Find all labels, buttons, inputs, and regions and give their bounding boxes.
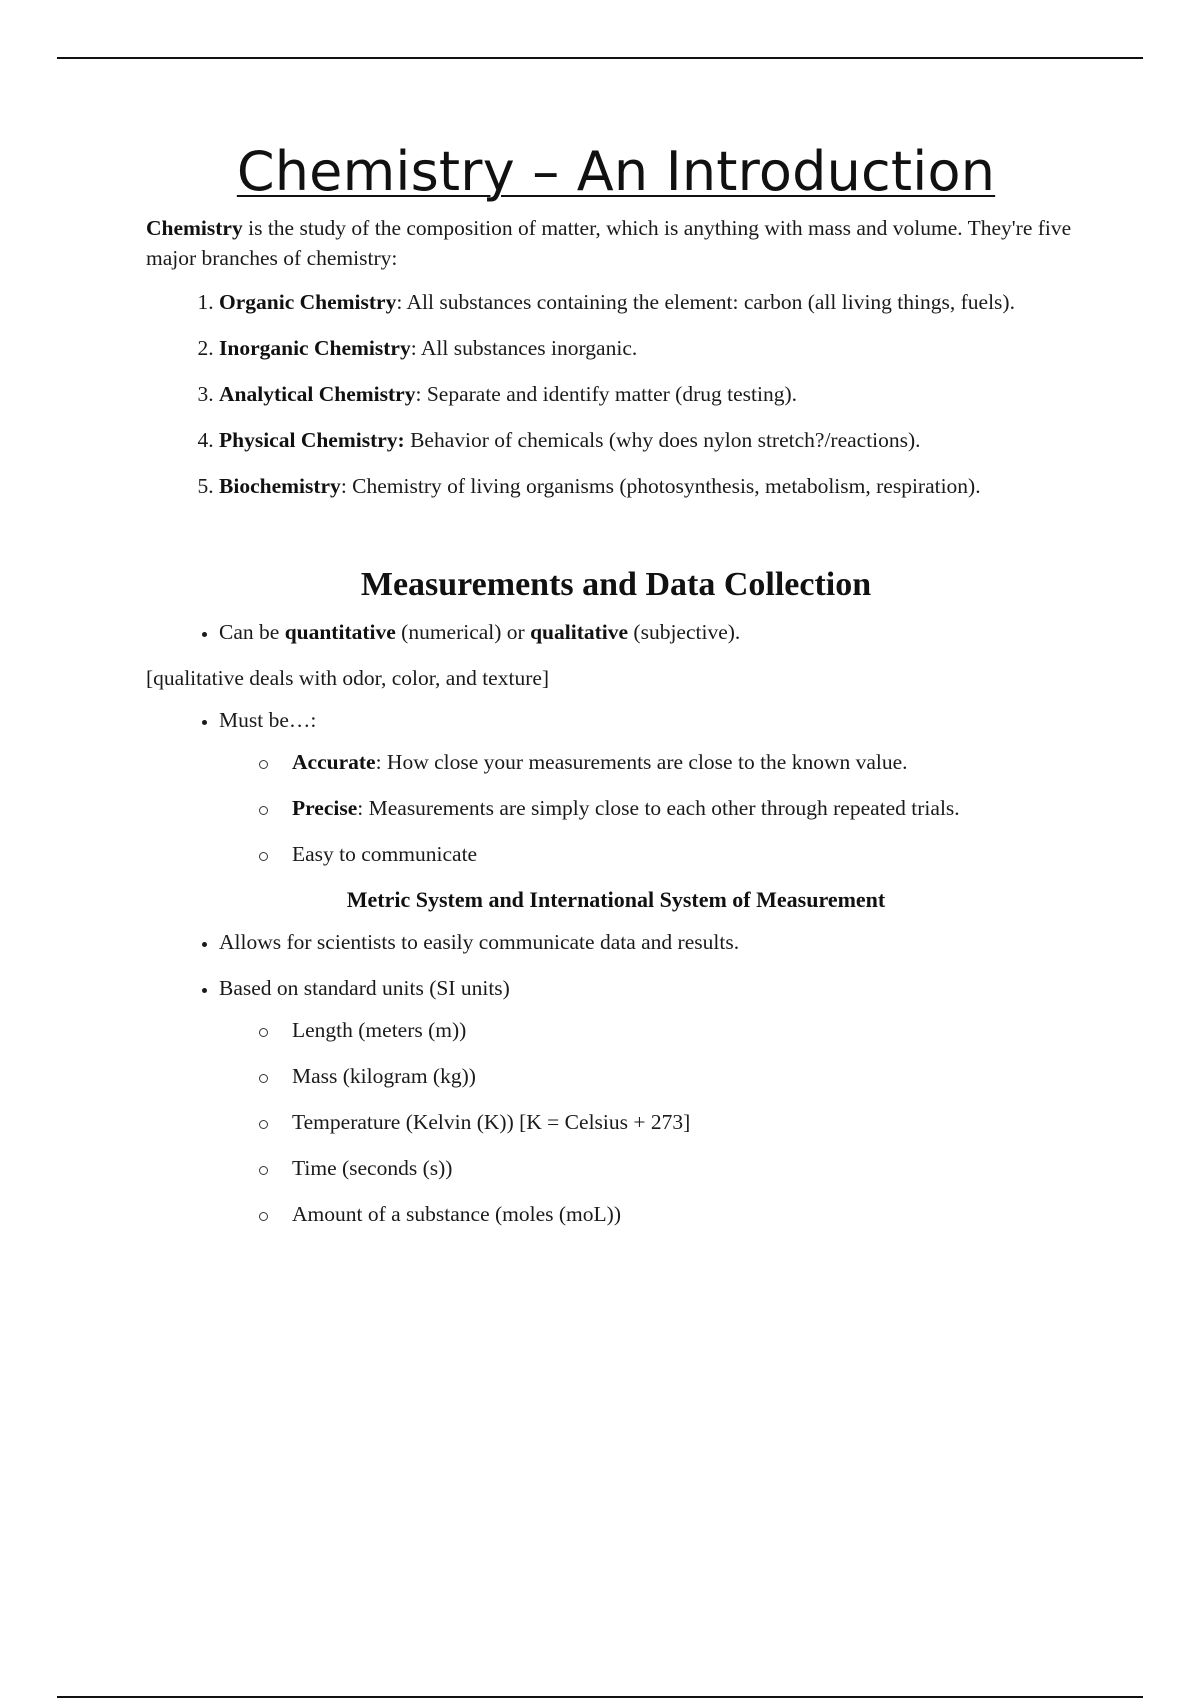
list-item: Time (seconds (s)) — [292, 1153, 1086, 1183]
measurements-list-1 — [146, 617, 1086, 647]
branch-term: Analytical Chemistry — [219, 381, 416, 406]
list-item: • Allows for scientists to easily communicate data and results. — [219, 927, 1086, 957]
list-item: Precise: Measurements are simply close to each other through repeated trials. — [292, 793, 1086, 823]
branch-term: Organic Chemistry — [219, 289, 397, 314]
branch-text: All substances inorganic. — [416, 335, 638, 360]
metric-heading: Metric System and International System of Measurement — [346, 886, 886, 912]
qualitative-note: [qualitative deals with odor, color, and texture] — [146, 665, 550, 690]
list-item: Temperature (Kelvin (K)) [K = Celsius + 273] — [292, 1107, 1086, 1137]
list-item: Amount of a substance (moles (moL)) — [292, 1199, 1086, 1229]
document-body — [146, 140, 1086, 1245]
must-be-sublist — [146, 747, 1086, 869]
list-item: 5. Biochemistry: Chemistry of living organisms (photosynthesis, metabolism, respiration). — [219, 471, 1086, 501]
branch-term: Biochemistry — [219, 473, 341, 498]
list-item: Easy to communicate — [292, 839, 1086, 869]
branch-text: Chemistry of living organisms (photosynthesis, metabolism, respiration). — [346, 473, 981, 498]
branch-term: Inorganic Chemistry — [219, 335, 411, 360]
page-title: Chemistry – An Introduction — [236, 140, 996, 203]
list-item: Mass (kilogram (kg)) — [292, 1061, 1086, 1091]
intro-term: Chemistry — [146, 215, 243, 240]
quantitative-term: quantitative — [284, 619, 396, 644]
measurements-list-2 — [146, 705, 1086, 869]
list-item — [219, 973, 1086, 1229]
precise-term: Precise — [292, 795, 358, 820]
branch-term: Physical Chemistry: — [219, 427, 405, 452]
list-item: • Can be quantitative (numerical) or qualitative (subjective). — [219, 617, 1086, 647]
list-item — [219, 705, 1086, 869]
intro-paragraph — [146, 213, 1086, 273]
must-be-label: Must be…: — [219, 707, 317, 732]
bottom-rule — [57, 1696, 1143, 1698]
branch-text: Behavior of chemicals (why does nylon stretch?/reactions). — [404, 427, 921, 452]
accurate-term: Accurate — [292, 749, 376, 774]
list-item: Accurate: How close your measurements are close to the known value. — [292, 747, 1086, 777]
si-units-label: Based on standard units (SI units) — [219, 975, 510, 1000]
list-item: 2. Inorganic Chemistry: All substances inorganic. — [219, 333, 1086, 363]
intro-text: is the study of the composition of matter, which is anything with mass and volume. They're five major branches of chemistry: — [146, 215, 1072, 270]
branch-text: All substances containing the element: carbon (all living things, fuels). — [402, 289, 1015, 314]
branches-list — [146, 287, 1086, 501]
list-item: 1. Organic Chemistry: All substances containing the element: carbon (all living things, fuels). — [219, 287, 1086, 317]
metric-list — [146, 927, 1086, 1229]
list-item: 3. Analytical Chemistry: Separate and identify matter (drug testing). — [219, 379, 1086, 409]
qualitative-term: qualitative — [530, 619, 629, 644]
list-item: Length (meters (m)) — [292, 1015, 1086, 1045]
branch-text: Separate and identify matter (drug testing). — [421, 381, 797, 406]
si-units-sublist — [146, 1015, 1086, 1229]
list-item — [219, 425, 1086, 455]
top-rule — [57, 57, 1143, 59]
measurements-heading: Measurements and Data Collection — [360, 565, 872, 603]
